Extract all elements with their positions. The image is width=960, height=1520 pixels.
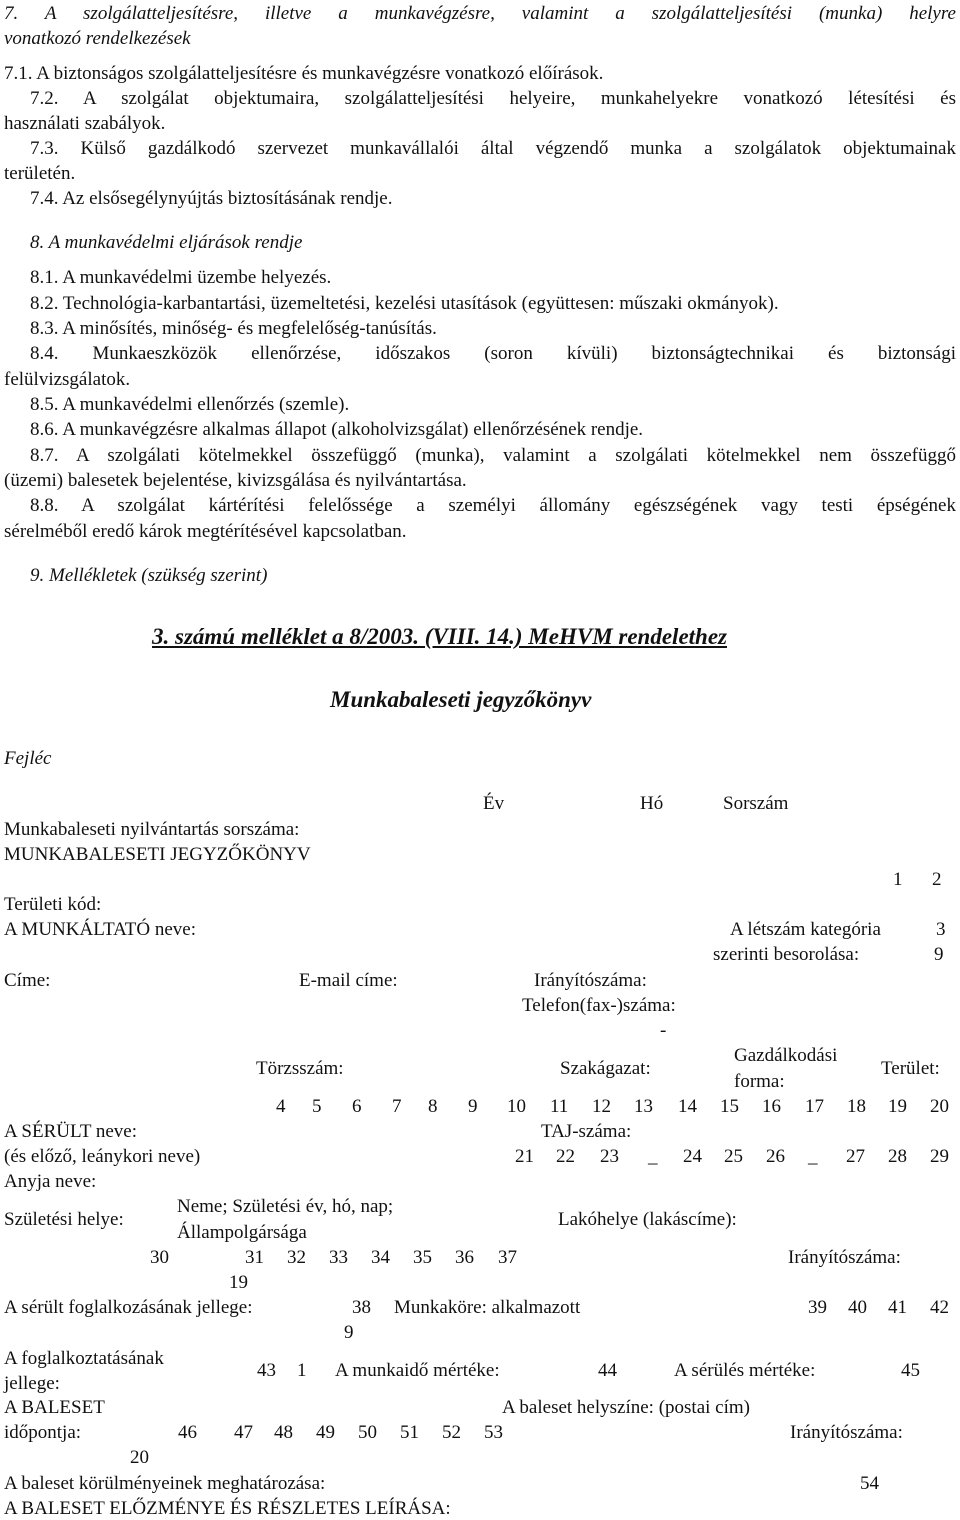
field-number: 16 [762,1096,781,1117]
item-7-2-cont: használati szabályok. [4,113,166,134]
field-number: 53 [484,1422,503,1443]
field-3: 3 [936,919,946,940]
headcount-category-label-cont: szerinti besorolása: [713,944,860,965]
field-44: 44 [598,1360,617,1381]
taj-number-label: TAJ-száma: [541,1121,632,1142]
field-number: 46 [178,1422,197,1443]
item-7-3-cont: területén. [4,163,76,184]
business-form-label-cont: forma: [734,1071,785,1092]
field-number: 6 [352,1096,362,1117]
field-30: 30 [150,1247,169,1268]
field-number: 40 [848,1297,867,1318]
item-8-8-cont: sérelméből eredő károk megtérítésével kapcsolatban. [4,521,407,542]
field-number: 10 [507,1096,526,1117]
field-number: 34 [371,1247,390,1268]
accident-time-label: időpontja: [4,1422,82,1443]
section-8-heading: 8. A munkavédelmi eljárások rendje [30,232,303,253]
field-number: 13 [634,1096,653,1117]
field-number: 18 [847,1096,866,1117]
field-number: 14 [678,1096,697,1117]
field-number: 9 [468,1096,478,1117]
item-8-3: 8.3. A minősítés, minőség- és megfelelőség-tanúsítás. [30,318,437,339]
sector-label: Szakágazat: [560,1058,651,1079]
field-38: 38 [352,1297,371,1318]
employment-type-label-cont: jellege: [4,1373,60,1394]
item-8-4: 8.4. Munkaeszközök ellenőrzése, időszakos (soron kívüli) biztonságtechnikai és biztonsági [30,343,956,364]
residence-label: Lakóhelye (lakáscíme): [558,1209,737,1230]
report-heading: MUNKABALESETI JEGYZŐKÖNYV [4,844,311,865]
field-2: 2 [932,869,942,890]
field-number: 28 [888,1146,907,1167]
item-7-2: 7.2. A szolgálat objektumaira, szolgálatteljesítési helyeire, munkahelyekre vonatkozó létesítési és [30,88,956,109]
email-label: E-mail címe: [299,970,398,991]
occupation-type-label: A sérült foglalkozásának jellege: [4,1297,253,1318]
field-number: 4 [276,1096,286,1117]
field-number: 48 [274,1422,293,1443]
field-number: 36 [455,1247,474,1268]
injured-name-label: A SÉRÜLT neve: [4,1121,138,1142]
item-7-1: 7.1. A biztonságos szolgálatteljesítésre és munkavégzésre vonatkozó előírások. [4,63,604,84]
item-8-6: 8.6. A munkavégzésre alkalmas állapot (alkoholvizsgálat) ellenőrzésének rendje. [30,419,644,440]
field-20: 20 [130,1447,149,1468]
headcount-category-label: A létszám kategória [730,919,881,940]
field-number: 7 [392,1096,402,1117]
field-9b: 9 [344,1322,354,1343]
sex-birthdate-label: Neme; Születési év, hó, nap; [177,1196,394,1217]
item-7-4: 7.4. Az elsősegélynyújtás biztosításának rendje. [30,188,393,209]
field-1: 1 [893,869,903,890]
serial-label: Sorszám [723,793,789,814]
field-number: 49 [316,1422,335,1443]
dash-mark: - [660,1020,667,1041]
item-8-5: 8.5. A munkavédelmi ellenőrzés (szemle). [30,394,350,415]
field-54: 54 [860,1473,879,1494]
item-7-3: 7.3. Külső gazdálkodó szervezet munkavállalói által végzendő munka a szolgálatok objektumainak [30,138,956,159]
field-number: 50 [358,1422,377,1443]
field-9: 9 [934,944,944,965]
territory-label: Terület: [881,1058,940,1079]
previous-name-label: (és előző, leánykori neve) [4,1146,201,1167]
section-7-heading: 7. A szolgálatteljesítésre, illetve a munkavégzésre, valamint a szolgálatteljesítési (munka) helyre [4,3,956,24]
field-number: 11 [550,1096,569,1117]
registry-id-label: Törzsszám: [256,1058,344,1079]
header-label: Fejléc [4,748,52,769]
field-number: 33 [329,1247,348,1268]
area-code-label: Területi kód: [4,894,102,915]
registry-number-label: Munkabaleseti nyilvántartás sorszáma: [4,819,300,840]
document-title: Munkabaleseti jegyzőkönyv [330,687,592,712]
month-label: Hó [640,793,664,814]
item-8-1: 8.1. A munkavédelmi üzembe helyezés. [30,267,332,288]
postal-code-label-2: Irányítószáma: [788,1247,901,1268]
postal-code-label: Irányítószáma: [534,970,647,991]
field-number: 26 [766,1146,785,1167]
field-number: 24 [683,1146,702,1167]
field-number: 51 [400,1422,419,1443]
employer-name-label: A MUNKÁLTATÓ neve: [4,919,196,940]
field-number: 17 [805,1096,824,1117]
employment-type-label: A foglalkoztatásának [4,1348,164,1369]
field-number: _ [648,1146,658,1167]
section-9-heading: 9. Mellékletek (szükség szerint) [30,565,268,586]
field-number: 22 [556,1146,575,1167]
business-form-label: Gazdálkodási [734,1045,838,1066]
field-number: 32 [287,1247,306,1268]
field-number: 21 [515,1146,534,1167]
item-8-7-cont: (üzemi) balesetek bejelentése, kivizsgálása és nyilvántartása. [4,470,467,491]
mother-name-label: Anyja neve: [4,1171,97,1192]
field-number: 27 [846,1146,865,1167]
postal-code-label-3: Irányítószáma: [790,1422,903,1443]
item-8-4-cont: felülvizsgálatok. [4,369,131,390]
field-number: 29 [930,1146,949,1167]
accident-location-label: A baleset helyszíne: (postai cím) [502,1397,750,1418]
year-label: Év [483,793,505,814]
field-43: 43 [257,1360,276,1381]
field-number: 12 [592,1096,611,1117]
injury-severity-label: A sérülés mértéke: [674,1360,816,1381]
field-number: 20 [930,1096,949,1117]
field-number: 41 [888,1297,907,1318]
field-number: 37 [498,1247,517,1268]
item-8-7: 8.7. A szolgálati kötelmekkel összefüggő (munka), valamint a szolgálati kötelmekkel nem összefüggő [30,445,956,466]
field-number: 35 [413,1247,432,1268]
field-45: 45 [901,1360,920,1381]
field-1b: 1 [297,1360,307,1381]
field-19: 19 [229,1272,248,1293]
field-number: _ [808,1146,818,1167]
field-number: 39 [808,1297,827,1318]
accident-label: A BALESET [4,1397,105,1418]
job-title-label: Munkaköre: alkalmazott [394,1297,581,1318]
item-8-2: 8.2. Technológia-karbantartási, üzemeltetési, kezelési utasítások (együttesen: műszaki okmányok). [30,293,779,314]
field-number: 15 [720,1096,739,1117]
field-number: 23 [600,1146,619,1167]
field-number: 31 [245,1247,264,1268]
circumstances-label: A baleset körülményeinek meghatározása: [4,1473,326,1494]
field-number: 5 [312,1096,322,1117]
field-number: 25 [724,1146,743,1167]
field-number: 52 [442,1422,461,1443]
section-7-heading-cont: vonatkozó rendelkezések [4,28,191,49]
phone-fax-label: Telefon(fax-)száma: [522,995,676,1016]
accident-description-label: A BALESET ELŐZMÉNYE ÉS RÉSZLETES LEÍRÁSA: [4,1498,451,1519]
annex-title: 3. számú melléklet a 8/2003. (VIII. 14.) MeHVM rendelethez [152,624,727,649]
field-number: 8 [428,1096,438,1117]
birthplace-label: Születési helye: [4,1209,124,1230]
address-label: Címe: [4,970,51,991]
item-8-8: 8.8. A szolgálat kártérítési felelőssége a személyi állomány egészségének vagy testi épségének [30,495,956,516]
citizenship-label: Állampolgársága [177,1222,307,1243]
field-number: 19 [888,1096,907,1117]
field-number: 47 [234,1422,253,1443]
working-time-label: A munkaidő mértéke: [335,1360,500,1381]
field-number: 42 [930,1297,949,1318]
